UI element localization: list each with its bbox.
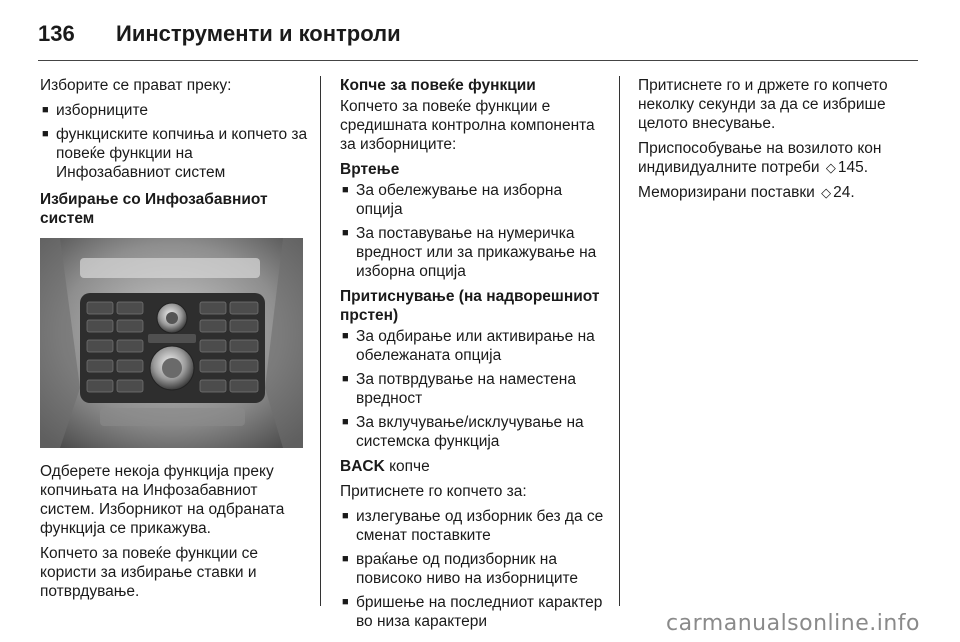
section-heading: Избирање со Инфозабавниот систем [40, 191, 268, 227]
watermark: carmanualsonline.info [666, 611, 920, 636]
page-reference[interactable]: 24. [833, 184, 855, 201]
paragraph: Притиснете го копчето за: [340, 483, 527, 500]
list-item: ■ враќање од подизборник на повисоко ниво на изборниците [340, 550, 608, 588]
paragraph [638, 183, 918, 202]
chapter-title: Иинструменти и контроли [116, 21, 401, 46]
subsection-heading: Вртење [340, 161, 400, 178]
list-item: ■ За вклучување/исклучување на системска функција [340, 413, 608, 451]
back-suffix: копче [384, 458, 430, 475]
back-heading [340, 457, 608, 476]
subsection-heading: Притиснување (на надворешниот прстен) [340, 288, 600, 324]
intro-text: Изборите се прават преку: [40, 77, 232, 94]
column-2 [340, 76, 608, 637]
control-panel-photo [40, 238, 303, 448]
paragraph: Копчето за повеќе функции се користи за избирање ставки и потврдување. [40, 545, 259, 600]
list-item: ■ бришење на последниот карактер во низа карактери [340, 593, 608, 631]
list-item: ■ излегување од изборник без да се сменат поставките [340, 507, 608, 545]
press-list [340, 327, 608, 451]
back-list [340, 507, 608, 631]
header-divider [38, 60, 918, 61]
column-divider [320, 76, 321, 606]
paragraph: Копчето за повеќе функции е средишната контролна компонента за изборниците: [340, 98, 595, 153]
intro-list [40, 101, 308, 182]
page-reference-icon: ◇ [821, 185, 832, 200]
list-item: ■ За потврдување на наместена вредност [340, 370, 608, 408]
list-item: ■ За обележување на изборна опција [340, 181, 608, 219]
list-item: ■ изборниците [40, 101, 308, 120]
back-label: BACK [340, 458, 385, 475]
list-item: ■ За одбирање или активирање на обележаната опција [340, 327, 608, 365]
column-1 [40, 76, 308, 607]
paragraph-text: Приспособување на возилото кон индивидуалните потреби [638, 140, 882, 176]
column-divider [619, 76, 620, 606]
paragraph [638, 139, 918, 177]
list-item: ■ функциските копчиња и копчето за повеќе функции на Инфозабавниот систем [40, 125, 308, 182]
page-reference-icon: ◇ [825, 160, 836, 175]
column-3 [638, 76, 918, 208]
paragraph: Притиснете го и држете го копчето неколку секунди за да се избрише целото внесување. [638, 77, 888, 132]
list-item: ■ За поставување на нумеричка вредност или за прикажување на изборна опција [340, 224, 608, 281]
page-header [38, 14, 918, 54]
paragraph: Одберете некоја функција преку копчињата на Инфозабавниот систем. Изборникот на одбраната функција се прикажува. [40, 463, 285, 537]
turn-list [340, 181, 608, 281]
section-heading: Копче за повеќе функции [340, 77, 536, 94]
page-reference[interactable]: 145. [837, 159, 869, 176]
page-number: 136 [38, 21, 75, 46]
paragraph-text: Меморизирани поставки [638, 184, 820, 201]
